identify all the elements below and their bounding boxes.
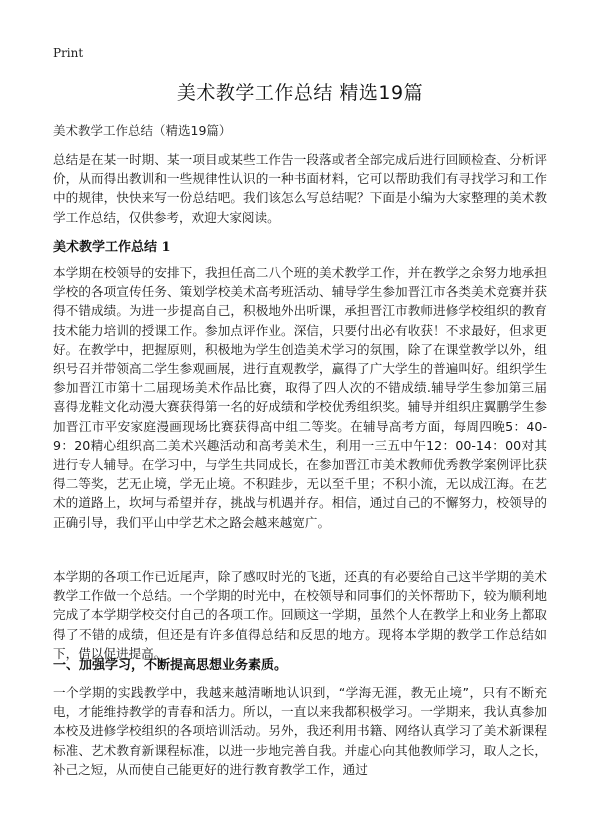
section-2-paragraph-1: 一个学期的实践教学中，我越来越清晰地认识到，“学海无涯，教无止境”，只有不断充电，才能维持教学的青春和活力。所以，一直以来我都积极学习。一学期来，我认真参加本校及进修学校组织的各项培训活动。另外，我还利用书籍、网络认真学习了美术新课程标准、艺术教育新课程标准，以进一步地完善自我。并虚心向其他教师学习，取人之长，补己之短，从而使自己能更好的进行教育教学工作，通过 (53, 685, 547, 777)
section-1-heading: 美术教学工作总结 1 (53, 240, 171, 255)
print-link[interactable]: Print (53, 46, 84, 60)
section-1-paragraph-2: 本学期的各项工作已近尾声，除了感叹时光的飞逝，还真的有必要给自己这半学期的美术教学工作做一个总结。一个学期的时光中，在校领导和同事们的关怀帮助下，较为顺利地完成了本学期学校交付自己的各项工作。回顾这一学期，虽然个人在教学上和业务上都取得了不错的成绩，但还是有许多值得总结和反思的地方。现将本学期的教学工作总结如下，借以促进提高。 (53, 569, 547, 661)
intro-paragraph: 总结是在某一时期、某一项目或某些工作告一段落或者全部完成后进行回顾检查、分析评价，从而得出教训和一些规律性认识的一种书面材料，它可以帮助我们有寻找学习和工作中的规律，快快来写一份总结吧。我们该怎么写总结呢？下面是小编为大家整理的美术教学工作总结，仅供参考，欢迎大家阅读。 (53, 152, 547, 225)
section-2-heading: 一、加强学习，不断提高思想业务素质。 (53, 658, 288, 673)
page-title: 美术教学工作总结 精选19篇 (176, 82, 424, 104)
document-subtitle: 美术教学工作总结（精选19篇） (53, 123, 232, 138)
section-1-paragraph-1: 本学期在校领导的安排下，我担任高二八个班的美术教学工作，并在教学之余努力地承担学校的各项宣传任务、策划学校美术高考班活动、辅导学生参加晋江市各类美术竞赛并获得不错成绩。为进一步提高自己，积极地外出听课，承担晋江市教师进修学校组织的教育技术能力培训的授课工作。参加点评作业。深信，只要付出必有收获！不求最好，但求更好。在教学中，把握原则，积极地为学生创造美术学习的氛围，除了在课堂教学以外，组织号召并带领高二学生参观画展，进行直观教学，赢得了广大学生的普遍叫好。组织学生参加晋江市第十二届现场美术作品比赛，取得了四人次的不错成绩.辅导学生参加第三届喜得龙鞋文化动漫大赛获得第一名的好成绩和学校优秀组织奖。辅导并组织庄翼鹏学生参加晋江市平安家庭漫画现场比赛获得高中组二等奖。在辅导高考方面，每周四晚5：40-9：20精心组织高二美术兴趣活动和高考美术生，利用一三五中午12：00-14：00对其进行专人辅导。在学习中，与学生共同成长，在参加晋江市美术教师优秀教学案例评比获得二等奖，艺无止境，学无止境。不积跬步，无以至千里；不积小流，无以成江海。在艺术的道路上，坎坷与希望并存，挑战与机遇并存。相信，通过自己的不懈努力，校领导的正确引导，我们平山中学艺术之路会越来越宽广。 (53, 265, 547, 530)
